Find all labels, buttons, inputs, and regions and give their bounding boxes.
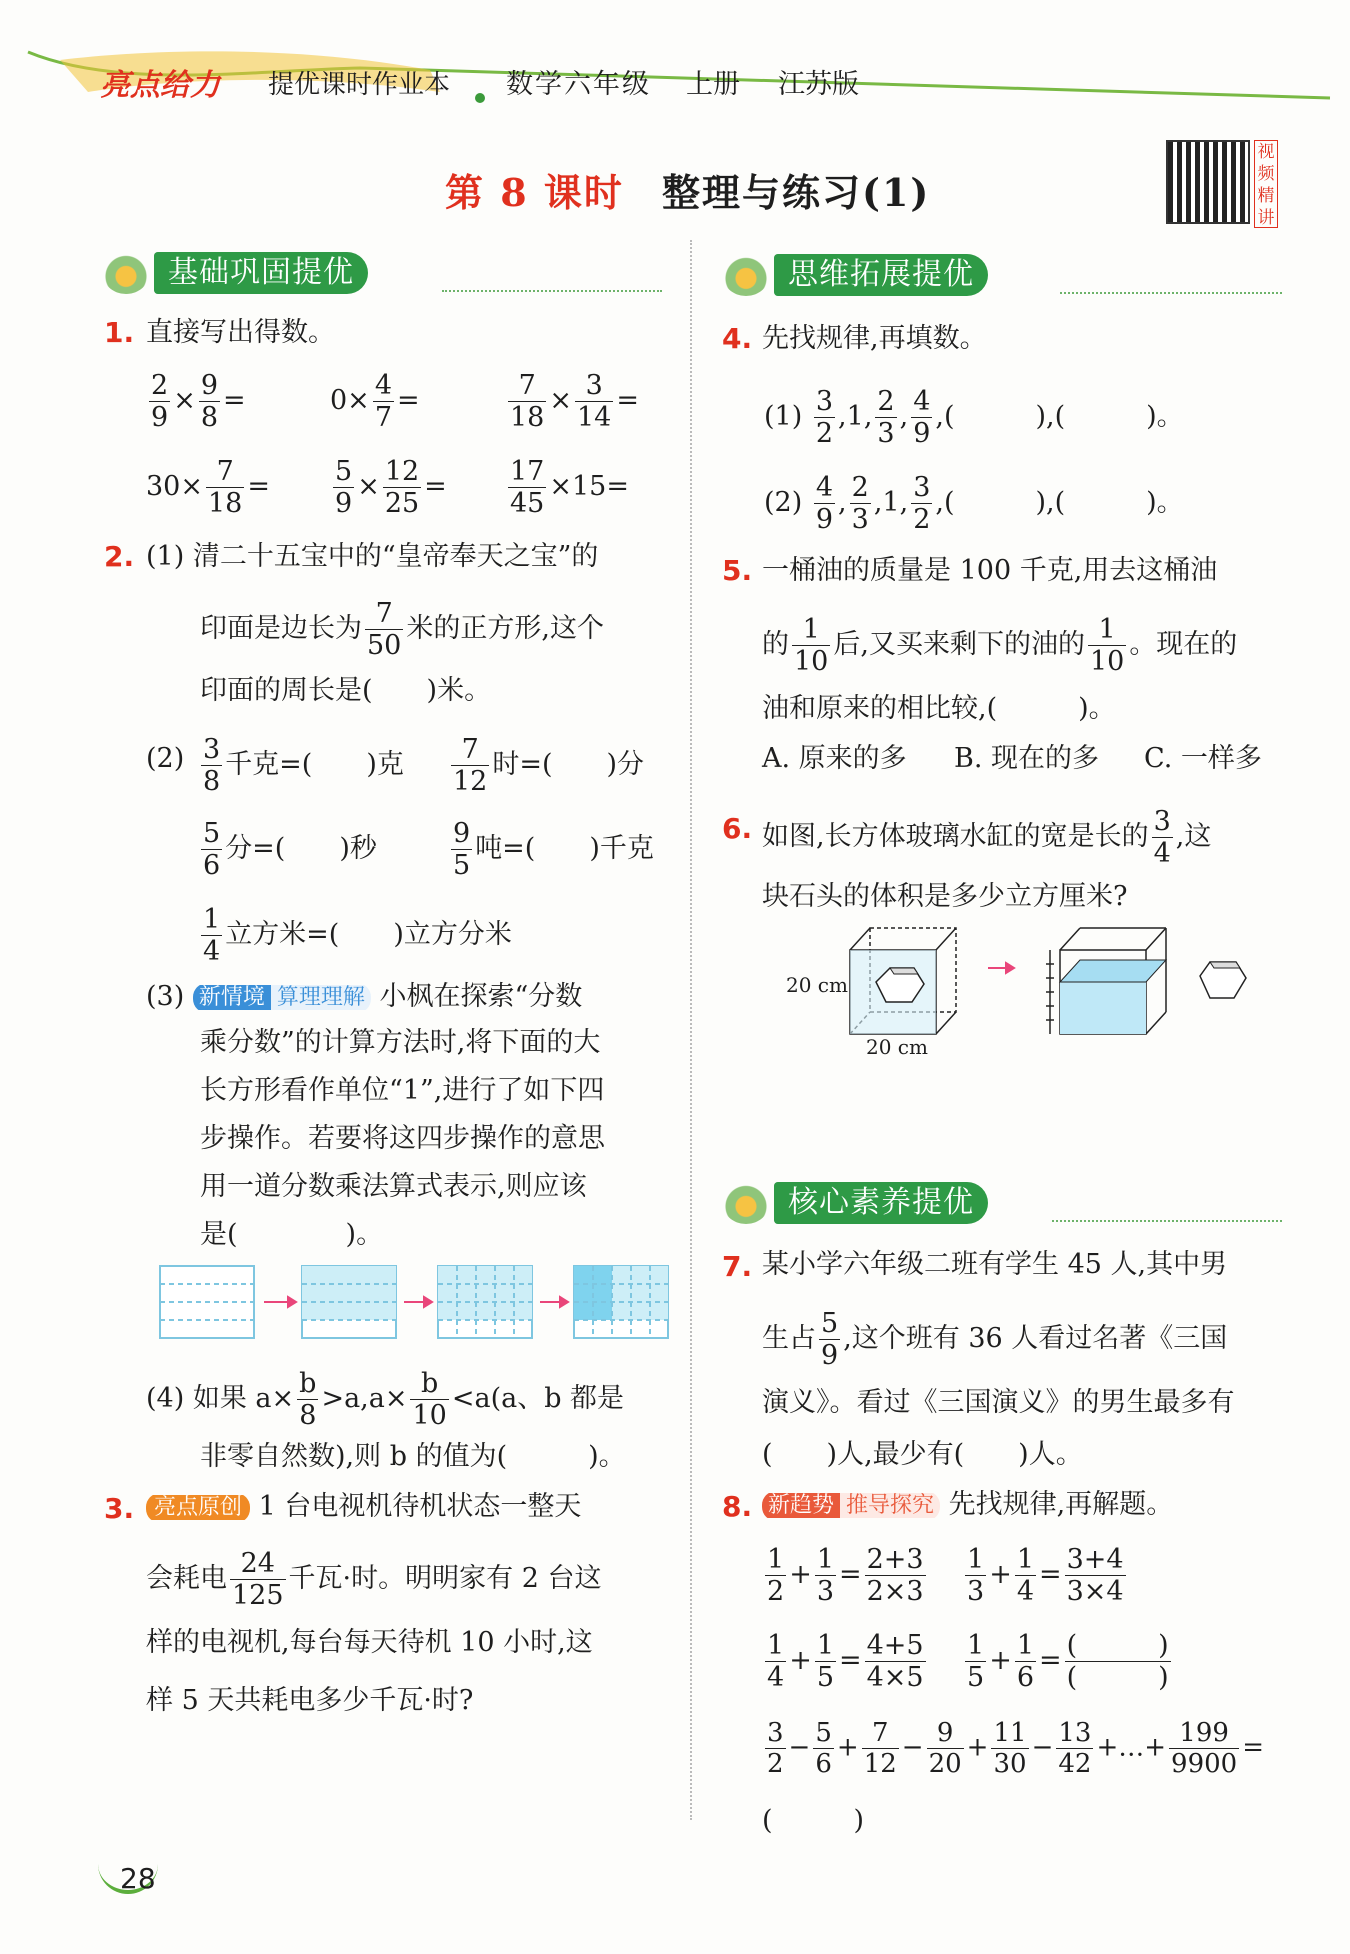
q2-p3-line4: 步操作。若要将这四步操作的意思: [200, 1123, 605, 1154]
tank-width-label: 20 cm: [866, 1035, 928, 1059]
volume-label: 上册: [686, 69, 740, 100]
q2-p4-line1: (4) 如果 a× $\frac{b}{8}$ >a,a× $\frac{b}{10}$ <a(a、b 都是: [146, 1368, 625, 1431]
q1-item-2: 0× $\frac{4}{7}$ =: [330, 370, 420, 433]
question-number: 3.: [104, 1492, 135, 1525]
glass-tank-diagram: [846, 922, 1286, 1040]
section-basic-header: [102, 250, 662, 294]
edition-label: 江苏版: [778, 69, 859, 100]
q2-p3-line3: 长方形看作单位“1”,进行了如下四: [200, 1075, 605, 1106]
q6-line2: 块石头的体积是多少立方厘米?: [762, 881, 1128, 912]
q7-line2: 生占 $\frac{5}{9}$ ,这个班有 36 人看过名著《三国: [762, 1308, 1228, 1371]
q2-p3-line2: 乘分数”的计算方法时,将下面的大: [200, 1027, 601, 1058]
q2-p1-line1: (1) 清二十五宝中的“皇帝奉天之宝”的: [146, 541, 599, 572]
q2-p3-line6: 是( )。: [200, 1219, 384, 1250]
q4-sequence-1: (1) $\frac{3}{2}$ ,1, $\frac{2}{3}$ , $\frac{4}{9}$ ,( ),( )。: [764, 386, 1184, 449]
q2-p1-line2: 印面是边长为 $\frac{7}{50}$ 米的正方形,这个: [200, 598, 604, 661]
section-thinking-header: [722, 252, 1282, 296]
gear-leaf-icon: [102, 250, 150, 294]
q8-answer-blank: ( ): [762, 1805, 865, 1836]
question-number: 2.: [104, 540, 135, 573]
q2-p2-label: (2): [146, 743, 185, 774]
q8-series: $\frac{3}{2}$ − $\frac{5}{6}$ + $\frac{7}{12}$ − $\frac{9}{20}$ + $\frac{11}{30}$ − $\frac{13}{42}$ +…+ $\frac{199}{9900}$ =: [767, 1718, 1264, 1779]
q2-p2-c: $\frac{5}{6}$ 分=( )秒: [203, 818, 377, 881]
column-divider: [690, 240, 692, 1820]
qr-code[interactable]: [1166, 140, 1250, 224]
q3-line4: 样 5 天共耗电多少千瓦·时?: [146, 1685, 474, 1716]
section-rule: [1060, 292, 1282, 294]
q8-example-2: $\frac{1}{3}$ + $\frac{1}{4}$ = $\frac{3+4}{3\times 4}$: [967, 1544, 1124, 1607]
q6-line1: 如图,长方体玻璃水缸的宽是长的 $\frac{3}{4}$ ,这: [762, 806, 1212, 869]
book-subtitle: 提优课时作业本: [268, 70, 451, 100]
q4-sequence-2: (2) $\frac{4}{9}$ , $\frac{2}{3}$ ,1, $\frac{3}{2}$ ,( ),( )。: [764, 472, 1184, 535]
q8-example-4: $\frac{1}{5}$ + $\frac{1}{6}$ = ( ) ( ): [967, 1630, 1169, 1693]
q2-p2-e: $\frac{1}{4}$ 立方米=( )立方分米: [203, 904, 512, 967]
question-number: 6.: [722, 812, 753, 845]
lesson-title: 整理与练习(1): [662, 170, 931, 215]
q1-item-1: $\frac{2}{9}$ × $\frac{9}{8}$ =: [151, 370, 246, 433]
page-header: [0, 0, 1350, 120]
q7-line3: 演义》。看过《三国演义》的男生最多有: [762, 1387, 1235, 1418]
qr-caption: 视频精讲: [1254, 140, 1278, 228]
q1-item-6: $\frac{17}{45}$ ×15=: [510, 456, 629, 519]
q2-p4-line2: 非零自然数),则 b 的值为( )。: [200, 1441, 626, 1472]
q3-line1: 亮点原创 1 台电视机待机状态一整天: [146, 1490, 581, 1524]
q1-item-5: $\frac{5}{9}$ × $\frac{12}{25}$ =: [335, 456, 447, 519]
question-text: 直接写出得数。: [146, 317, 335, 348]
q5-option-c[interactable]: C. 一样多: [1144, 743, 1262, 774]
tank-height-label: 20 cm: [786, 973, 848, 997]
q2-p2-d: $\frac{9}{5}$ 吨=( )千克: [453, 818, 654, 881]
q1-item-3: $\frac{7}{18}$ × $\frac{3}{14}$ =: [510, 370, 639, 433]
q2-p3-line1: (3) 新情境 算理理解 小枫在探索“分数: [146, 981, 583, 1012]
section-title: 基础巩固提优: [154, 252, 368, 294]
q5-option-b[interactable]: B. 现在的多: [954, 743, 1100, 774]
q3-line2: 会耗电 $\frac{24}{125}$ 千瓦·时。明明家有 2 台这: [146, 1548, 602, 1611]
q3-line3: 样的电视机,每台每天待机 10 小时,这: [146, 1627, 593, 1658]
rectangle-steps-diagram: [158, 1262, 672, 1344]
question-number: 5.: [722, 554, 753, 587]
section-rule: [442, 290, 662, 292]
q8-example-3: $\frac{1}{4}$ + $\frac{1}{5}$ = $\frac{4+5}{4\times 5}$: [767, 1630, 924, 1693]
section-core-header: [722, 1180, 1282, 1224]
question-text: 先找规律,再填数。: [762, 323, 987, 354]
q8-example-1: $\frac{1}{2}$ + $\frac{1}{3}$ = $\frac{2+3}{2\times 3}$: [767, 1544, 924, 1607]
q2-p2-b: $\frac{7}{12}$ 时=( )分: [453, 734, 645, 797]
section-rule: [1052, 1220, 1282, 1222]
brand-logo: 亮点给力: [100, 68, 220, 103]
q5-option-a[interactable]: A. 原来的多: [762, 743, 907, 774]
question-number: 8.: [722, 1490, 753, 1523]
trophy-icon: [722, 1180, 770, 1224]
q5-line1: 一桶油的质量是 100 千克,用去这桶油: [762, 555, 1218, 586]
q7-line4: ( )人,最少有( )人。: [762, 1439, 1083, 1470]
q2-p1-line3: 印面的周长是( )米。: [200, 675, 492, 706]
page-number: 28: [120, 1862, 156, 1895]
q5-line2: 的 $\frac{1}{10}$ 后,又买来剩下的油的 $\frac{1}{10}$ 。现在的: [762, 614, 1238, 677]
question-number: 1.: [104, 316, 135, 349]
lesson-number: 第 8 课时: [445, 170, 624, 215]
question-number: 7.: [722, 1250, 753, 1283]
sprout-icon: [722, 252, 770, 296]
q1-item-4: 30× $\frac{7}{18}$ =: [146, 456, 270, 519]
q8-header: 新趋势 推导探究 先找规律,再解题。: [762, 1488, 1173, 1522]
q7-line1: 某小学六年级二班有学生 45 人,其中男: [762, 1249, 1228, 1280]
question-number: 4.: [722, 322, 753, 355]
q2-p2-a: $\frac{3}{8}$ 千克=( )克: [203, 734, 404, 797]
q5-line3: 油和原来的相比较,( )。: [762, 693, 1116, 724]
grade-label: 数学六年级: [506, 69, 651, 100]
section-title: 核心素养提优: [774, 1182, 988, 1224]
q2-p3-line5: 用一道分数乘法算式表示,则应该: [200, 1171, 587, 1202]
section-title: 思维拓展提优: [774, 254, 988, 296]
